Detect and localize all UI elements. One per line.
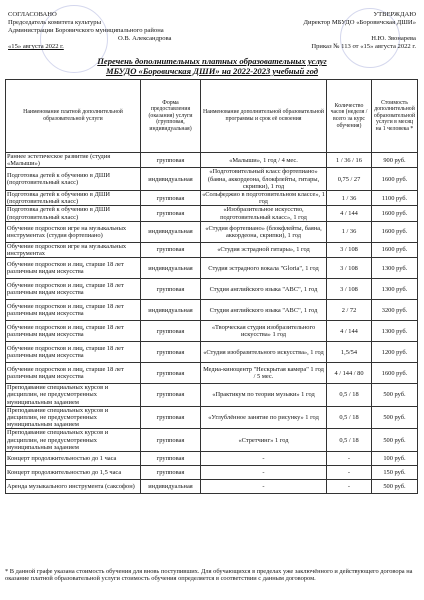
cell-program: «Студия эстрадной гитары», 1 год [201, 242, 327, 257]
cell-price: 900 руб. [372, 153, 418, 168]
cell-service: Обучение подростков и лиц, старше 18 лет различным видам искусства [6, 300, 141, 321]
header-form: Форма предоставления (оказания) услуги (групповая, индивидуальная) [141, 80, 201, 153]
table-row [6, 363, 418, 384]
cell-service: Обучение подростков и лиц, старше 18 лет различным видам искусства [6, 321, 141, 342]
cell-service: Преподавание специальных курсов и дисциплин, не предусмотренных муниципальным заданием [6, 429, 141, 452]
cell-program: - [201, 466, 327, 480]
cell-service: Аренда музыкального инструмента (саксофон) [6, 480, 141, 494]
table-row [6, 168, 418, 191]
cell-hours: 1 / 36 / 16 [327, 153, 372, 168]
cell-form: групповая [141, 466, 201, 480]
cell-form: групповая [141, 206, 201, 221]
cell-service: Обучение подростков игре на музыкальных инструментах [6, 242, 141, 257]
cell-hours: 0,5 / 18 [327, 406, 372, 429]
cell-price: 1300 руб. [372, 321, 418, 342]
cell-hours: - [327, 452, 372, 466]
header-left [8, 11, 228, 51]
cell-service: Обучение подростков и лиц, старше 18 лет различным видам искусства [6, 258, 141, 279]
title-line-2: МБУДО «Боровичская ДШИ» на 2022-2023 учебный год [105, 66, 319, 76]
table-row [6, 452, 418, 466]
header-service-name: Наименование платной дополнительной образовательной услуги [6, 80, 141, 153]
cell-form: индивидуальная [141, 480, 201, 494]
chair-name: О.В. Александрова [118, 35, 172, 42]
cell-hours: 1,5/54 [327, 342, 372, 363]
cell-price: 1600 руб. [372, 242, 418, 257]
header-price: Стоимость дополнительной образовательной услуги в месяц на 1 человека * [372, 80, 418, 153]
cell-price: 500 руб. [372, 384, 418, 407]
header-program: Наименование дополнительной образовательной программы и срок её освоения [201, 80, 327, 153]
cell-program: «Студия изобразительного искусства», 1 год [201, 342, 327, 363]
cell-hours: 3 / 108 [327, 258, 372, 279]
director-title: Директор МБУДО «Боровичская ДШИ» [303, 19, 416, 26]
table-row [6, 384, 418, 407]
cell-form: групповая [141, 452, 201, 466]
header-hours: Количество часов (неделя / всего за курс обучения) [327, 80, 372, 153]
cell-program: «Практикум по теории музыки» 1 год [201, 384, 327, 407]
cell-program: «Студия фортепиано» (блокфлейты, баяна, аккордеона, скрипки), 1 год [201, 221, 327, 242]
cell-service: Подготовка детей к обучению в ДШИ (подготовительный класс) [6, 168, 141, 191]
approved-label: УТВЕРЖДАЮ [373, 11, 416, 18]
cell-service: Преподавание специальных курсов и дисциплин, не предусмотренных муниципальным заданием [6, 384, 141, 407]
cell-form: индивидуальная [141, 300, 201, 321]
table-row [6, 429, 418, 452]
cell-price: 1200 руб. [372, 342, 418, 363]
cell-program: «Творческая студия изобразительного искусства» 1 год [201, 321, 327, 342]
cell-service: Концерт продолжительностью до 1,5 часа [6, 466, 141, 480]
cell-program: - [201, 480, 327, 494]
agreed-label: СОГЛАСОВАНО [8, 11, 57, 18]
table-row [6, 153, 418, 168]
cell-form: групповая [141, 363, 201, 384]
table-row [6, 206, 418, 221]
cell-form: групповая [141, 384, 201, 407]
cell-program: Студия эстрадного вокала "Gloria", 1 год [201, 258, 327, 279]
cell-price: 500 руб. [372, 406, 418, 429]
table-row [6, 480, 418, 494]
cell-form: групповая [141, 242, 201, 257]
cell-form: групповая [141, 191, 201, 206]
cell-hours: - [327, 466, 372, 480]
table-row [6, 191, 418, 206]
cell-hours: 1 / 36 [327, 191, 372, 206]
table-row [6, 221, 418, 242]
footnote: * В данной графе указана стоимость обучения для вновь поступивших. Для обучающихся в пределах уже заключённого и действующего договора на оказание платной образовательной услуги стоимость обучения определяется в соответствии с данным договором. [5, 568, 413, 583]
cell-form: групповая [141, 321, 201, 342]
cell-service: Концерт продолжительностью до 1 часа [6, 452, 141, 466]
agreed-date: «15» августа 2022 г. [8, 43, 64, 50]
cell-service: Подготовка детей к обучению в ДШИ (подготовительный класс) [6, 191, 141, 206]
cell-hours: 2 / 72 [327, 300, 372, 321]
cell-service: Обучение подростков и лиц, старше 18 лет различным видам искусства [6, 363, 141, 384]
cell-form: групповая [141, 342, 201, 363]
cell-program: «Изобразительное искусство, подготовительный класс», 1 год [201, 206, 327, 221]
title-line-1: Перечень дополнительных платных образовательных услуг [97, 56, 327, 66]
cell-service: Раннее эстетическое развитие (студия «Малыши») [6, 153, 141, 168]
cell-program: «Стретчинг» 1 год [201, 429, 327, 452]
cell-program: «Углублённое занятие по рисунку» 1 год [201, 406, 327, 429]
cell-price: 1300 руб. [372, 279, 418, 300]
cell-hours: 4 / 144 [327, 206, 372, 221]
cell-form: групповая [141, 429, 201, 452]
order-reference: Приказ № 113 от «15» августа 2022 г. [311, 43, 416, 50]
page-title [0, 56, 424, 76]
cell-service: Обучение подростков и лиц, старше 18 лет различным видам искусства [6, 342, 141, 363]
cell-service: Обучение подростков и лиц, старше 18 лет различным видам искусства [6, 279, 141, 300]
table-row [6, 300, 418, 321]
chair-title: Председатель комитета культуры [8, 19, 102, 26]
table-row [6, 279, 418, 300]
cell-price: 100 руб. [372, 452, 418, 466]
cell-hours: 0,5 / 18 [327, 429, 372, 452]
cell-program: «Малыши», 1 год / 4 мес. [201, 153, 327, 168]
cell-hours: 0,5 / 18 [327, 384, 372, 407]
table-header-row [6, 80, 418, 153]
table-row [6, 342, 418, 363]
cell-program: Студия английского языка "АВС", 1 год [201, 279, 327, 300]
administration-name: Администрации Боровичского муниципального района [8, 27, 164, 34]
table-row [6, 242, 418, 257]
table-row [6, 321, 418, 342]
cell-program: Студия английского языка "АВС", 1 год [201, 300, 327, 321]
cell-form: групповая [141, 279, 201, 300]
cell-hours: 4 / 144 / 80 [327, 363, 372, 384]
cell-price: 1600 руб. [372, 363, 418, 384]
cell-form: индивидуальная [141, 168, 201, 191]
director-name: Н.Ю. Звонарева [371, 35, 416, 42]
cell-price: 500 руб. [372, 480, 418, 494]
cell-hours: 1 / 36 [327, 221, 372, 242]
cell-hours: - [327, 480, 372, 494]
cell-hours: 3 / 108 [327, 279, 372, 300]
cell-program: Медиа-киноцентр "Нескрытая камера" 1 год / 5 мес. [201, 363, 327, 384]
cell-service: Преподавание специальных курсов и дисциплин, не предусмотренных муниципальным заданием [6, 406, 141, 429]
cell-form: индивидуальная [141, 258, 201, 279]
cell-service: Подготовка детей к обучению в ДШИ (подготовительный класс) [6, 206, 141, 221]
cell-form: групповая [141, 406, 201, 429]
cell-hours: 4 / 144 [327, 321, 372, 342]
cell-program: - [201, 452, 327, 466]
cell-price: 1300 руб. [372, 258, 418, 279]
cell-price: 150 руб. [372, 466, 418, 480]
cell-form: групповая [141, 153, 201, 168]
cell-hours: 3 / 108 [327, 242, 372, 257]
cell-price: 1600 руб. [372, 206, 418, 221]
cell-form: индивидуальная [141, 221, 201, 242]
cell-price: 3200 руб. [372, 300, 418, 321]
table-row [6, 466, 418, 480]
cell-price: 500 руб. [372, 429, 418, 452]
cell-price: 1600 руб. [372, 221, 418, 242]
cell-service: Обучение подростков игре на музыкальных инструментах (студия фортепиано) [6, 221, 141, 242]
table-row [6, 406, 418, 429]
services-table [5, 79, 418, 494]
cell-hours: 0,75 / 27 [327, 168, 372, 191]
cell-program: «Сольфеджио в подготовительном классе», 1 год [202, 191, 325, 206]
cell-program: «Подготовительный класс фортепиано» (баяна, аккордеона, блокфлейты, гитары, скрипки), 1 год [201, 168, 327, 191]
table-row [6, 258, 418, 279]
cell-price: 1100 руб. [372, 191, 418, 206]
header-right [256, 11, 416, 51]
cell-price: 1600 руб. [372, 168, 418, 191]
